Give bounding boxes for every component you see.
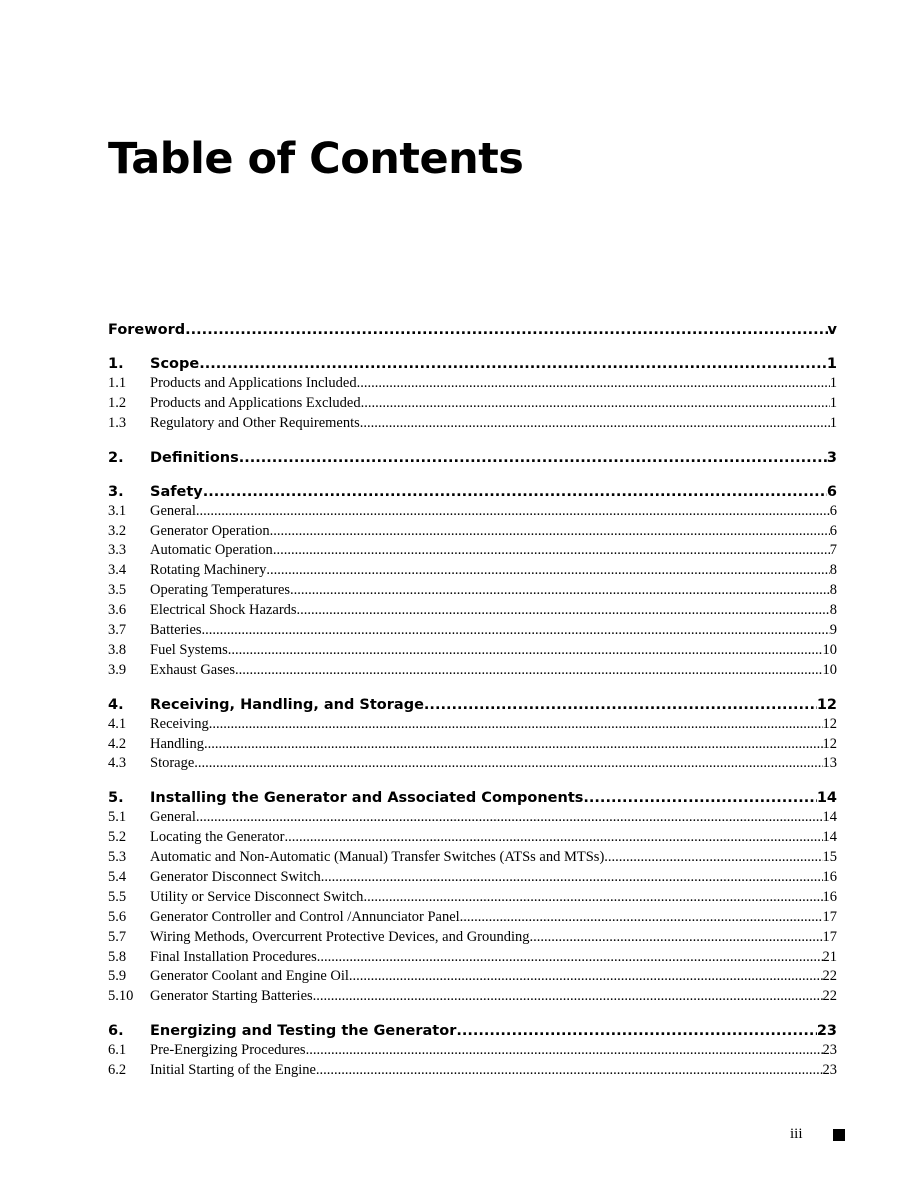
toc-entry-page: 1	[829, 375, 837, 391]
toc-entry-page: 8	[829, 602, 837, 619]
dot-leader	[361, 394, 830, 414]
toc-entry-page: 1	[829, 414, 837, 431]
toc-subsection-entry[interactable]	[108, 888, 837, 908]
page-number: iii	[790, 1126, 803, 1142]
toc-subsection-entry[interactable]	[108, 715, 837, 735]
toc-entry-page: 22	[822, 988, 837, 1005]
dot-leader	[194, 754, 822, 774]
toc-entry-number: 5.1	[108, 809, 127, 826]
dot-leader	[204, 735, 823, 755]
toc-entry-title: Installing the Generator and Associated Components	[150, 790, 584, 807]
dot-leader	[583, 788, 816, 808]
dot-leader	[604, 848, 822, 868]
toc-entry-number: 5.8	[108, 948, 127, 965]
toc-entry-page: 10	[822, 661, 837, 678]
toc-section-entry[interactable]	[108, 354, 837, 374]
toc-entry-page: 16	[822, 888, 837, 905]
toc-entry-title: Batteries	[150, 622, 202, 639]
toc-entry-number: 3.8	[108, 641, 127, 658]
toc-subsection-entry[interactable]	[108, 735, 837, 755]
table-of-contents	[108, 320, 837, 1081]
toc-entry-page: 17	[822, 908, 837, 925]
toc-subsection-entry[interactable]	[108, 541, 837, 561]
toc-entry-page: 14	[822, 809, 837, 826]
dot-leader	[185, 320, 827, 340]
toc-entry-number: 3.1	[108, 502, 127, 519]
toc-subsection-entry[interactable]	[108, 641, 837, 661]
toc-entry-number: 3.5	[108, 582, 127, 599]
toc-subsection-entry[interactable]	[108, 601, 837, 621]
toc-entry-title: Generator Controller and Control /Annunciator Panel	[150, 908, 460, 925]
toc-entry-title: Pre-Energizing Procedures	[150, 1042, 306, 1059]
toc-entry-title: Safety	[150, 483, 203, 500]
toc-section-entry[interactable]	[108, 695, 837, 715]
toc-entry-page: 23	[822, 1042, 837, 1059]
toc-entry-title: Generator Coolant and Engine Oil	[150, 968, 349, 985]
square-marker-icon	[833, 1129, 845, 1141]
page-title: Table of Contents	[108, 134, 524, 184]
toc-entry-title: Locating the Generator	[150, 829, 285, 846]
dot-leader	[284, 828, 822, 848]
toc-subsection-entry[interactable]	[108, 967, 837, 987]
toc-subsection-entry[interactable]	[108, 848, 837, 868]
toc-entry-page: 6	[829, 522, 837, 539]
dot-leader	[363, 888, 822, 908]
toc-subsection-entry[interactable]	[108, 754, 837, 774]
toc-entry-title: Electrical Shock Hazards	[150, 602, 297, 619]
toc-entry-page: 3	[826, 449, 837, 466]
toc-section-entry[interactable]	[108, 448, 837, 468]
toc-entry-page: 14	[816, 790, 837, 807]
toc-entry-page: 15	[822, 849, 837, 866]
toc-entry-number: 3.2	[108, 522, 127, 539]
toc-entry-title: Automatic Operation	[150, 542, 273, 559]
toc-subsection-entry[interactable]	[108, 522, 837, 542]
toc-entry-number: 6.2	[108, 1062, 127, 1079]
dot-leader	[199, 354, 827, 374]
dot-leader	[290, 581, 830, 601]
toc-entry-number: 3.	[108, 483, 124, 500]
toc-subsection-entry[interactable]	[108, 928, 837, 948]
toc-entry-number: 1.3	[108, 414, 127, 431]
toc-entry-page: 1	[826, 356, 837, 372]
toc-subsection-entry[interactable]	[108, 868, 837, 888]
dot-leader	[530, 928, 823, 948]
toc-entry-number: 4.1	[108, 715, 127, 732]
dot-leader	[270, 522, 830, 542]
toc-entry-number: 5.10	[108, 988, 134, 1005]
dot-leader	[297, 601, 830, 621]
toc-entry-number: 6.1	[108, 1042, 127, 1059]
toc-subsection-entry[interactable]	[108, 1041, 837, 1061]
toc-subsection-entry[interactable]	[108, 414, 837, 434]
dot-leader	[460, 908, 823, 928]
toc-entry-title: Regulatory and Other Requirements	[150, 414, 360, 431]
toc-entry-number: 5.2	[108, 829, 127, 846]
dot-leader	[209, 715, 823, 735]
toc-entry-title: Rotating Machinery	[150, 562, 267, 579]
toc-entry-title: Generator Starting Batteries	[150, 988, 313, 1005]
toc-subsection-entry[interactable]	[108, 581, 837, 601]
toc-entry-title: Generator Disconnect Switch	[150, 869, 321, 886]
dot-leader	[357, 374, 830, 394]
toc-entry-number: 1.	[108, 356, 124, 372]
dot-leader	[317, 948, 823, 968]
toc-entry-number: 5.6	[108, 908, 127, 925]
toc-entry-number: 4.	[108, 696, 124, 713]
toc-section-entry[interactable]	[108, 788, 837, 808]
toc-subsection-entry[interactable]	[108, 621, 837, 641]
toc-entry-title: Storage	[150, 755, 195, 772]
toc-entry-number: 5.7	[108, 928, 127, 945]
toc-entry-page: 8	[829, 582, 837, 599]
toc-entry-number: 5.	[108, 790, 124, 807]
toc-entry-number: 6.	[108, 1023, 124, 1040]
toc-entry-number: 1.2	[108, 394, 127, 411]
toc-subsection-entry[interactable]	[108, 908, 837, 928]
toc-entry-number: 2.	[108, 449, 124, 466]
dot-leader	[424, 695, 817, 715]
toc-entry-title: Definitions	[150, 449, 239, 466]
toc-entry-title: Receiving, Handling, and Storage	[150, 696, 424, 713]
toc-entry-number: 3.7	[108, 622, 127, 639]
dot-leader	[349, 967, 823, 987]
toc-entry-number: 4.3	[108, 755, 127, 772]
dot-leader	[196, 808, 823, 828]
toc-entry-page: 17	[822, 928, 837, 945]
toc-entry-page: 23	[816, 1023, 837, 1040]
dot-leader	[228, 641, 823, 661]
toc-entry-title: Products and Applications Included	[150, 375, 357, 391]
toc-entry-title: General	[150, 502, 196, 519]
toc-section-entry[interactable]	[108, 482, 837, 502]
toc-entry-page: 1	[829, 394, 837, 411]
dot-leader	[203, 482, 827, 502]
toc-entry-page: 23	[822, 1062, 837, 1079]
dot-leader	[321, 868, 823, 888]
toc-entry-page: 9	[829, 622, 837, 639]
dot-leader	[456, 1021, 816, 1041]
toc-entry-page: v	[827, 322, 837, 338]
toc-entry-title: Final Installation Procedures	[150, 948, 317, 965]
toc-subsection-entry[interactable]	[108, 502, 837, 522]
toc-entry-page: 16	[822, 869, 837, 886]
toc-entry-number: 3.3	[108, 542, 127, 559]
toc-entry-page: 12	[822, 715, 837, 732]
dot-leader	[360, 414, 830, 434]
dot-leader	[316, 1061, 823, 1081]
toc-entry-number: 5.4	[108, 869, 127, 886]
toc-subsection-entry[interactable]	[108, 948, 837, 968]
toc-entry-page: 21	[822, 948, 837, 965]
toc-entry-page: 14	[822, 829, 837, 846]
toc-subsection-entry[interactable]	[108, 1061, 837, 1081]
toc-entry-title: Scope	[150, 356, 200, 372]
toc-entry-title: Fuel Systems	[150, 641, 228, 658]
toc-entry-page: 8	[829, 562, 837, 579]
toc-entry-title: Generator Operation	[150, 522, 270, 539]
toc-entry-title: Operating Temperatures	[150, 582, 291, 599]
toc-entry-number: 3.4	[108, 562, 127, 579]
toc-subsection-entry[interactable]	[108, 374, 837, 394]
toc-entry-title: Initial Starting of the Engine	[150, 1062, 316, 1079]
dot-leader	[313, 987, 823, 1007]
toc-entry-number: 3.6	[108, 602, 127, 619]
toc-entry-page: 6	[829, 502, 837, 519]
toc-entry-title: Handling	[150, 735, 204, 752]
toc-foreword-entry[interactable]	[108, 320, 837, 340]
dot-leader	[273, 541, 830, 561]
toc-subsection-entry[interactable]	[108, 394, 837, 414]
dot-leader	[306, 1041, 823, 1061]
dot-leader	[266, 561, 829, 581]
dot-leader	[196, 502, 830, 522]
dot-leader	[202, 621, 830, 641]
toc-entry-number: 4.2	[108, 735, 127, 752]
toc-entry-number: 5.5	[108, 888, 127, 905]
toc-entry-title: Energizing and Testing the Generator	[150, 1023, 457, 1040]
toc-entry-page: 13	[822, 755, 837, 772]
dot-leader	[235, 661, 823, 681]
toc-entry-title: General	[150, 809, 196, 826]
toc-subsection-entry[interactable]	[108, 987, 837, 1007]
toc-entry-page: 22	[822, 968, 837, 985]
dot-leader	[239, 448, 827, 468]
toc-subsection-entry[interactable]	[108, 808, 837, 828]
toc-subsection-entry[interactable]	[108, 561, 837, 581]
toc-entry-page: 12	[816, 696, 837, 713]
toc-entry-title: Products and Applications Excluded	[150, 394, 361, 411]
toc-entry-title: Automatic and Non-Automatic (Manual) Transfer Switches (ATSs and MTSs)	[150, 849, 605, 866]
toc-entry-number: 3.9	[108, 661, 127, 678]
toc-entry-title: Utility or Service Disconnect Switch	[150, 888, 364, 905]
toc-entry-title: Receiving	[150, 715, 209, 732]
toc-subsection-entry[interactable]	[108, 661, 837, 681]
toc-entry-page: 6	[826, 483, 837, 500]
toc-entry-title: Wiring Methods, Overcurrent Protective Devices, and Grounding	[150, 928, 530, 945]
toc-entry-number: 5.3	[108, 849, 127, 866]
toc-entry-title: Exhaust Gases	[150, 661, 235, 678]
toc-subsection-entry[interactable]	[108, 828, 837, 848]
toc-entry-number: 1.1	[108, 375, 127, 391]
toc-entry-page: 10	[822, 641, 837, 658]
toc-entry-page: 12	[822, 735, 837, 752]
toc-entry-number: 5.9	[108, 968, 127, 985]
toc-section-entry[interactable]	[108, 1021, 837, 1041]
toc-entry-page: 7	[829, 542, 837, 559]
toc-entry-title: Foreword	[108, 322, 186, 338]
